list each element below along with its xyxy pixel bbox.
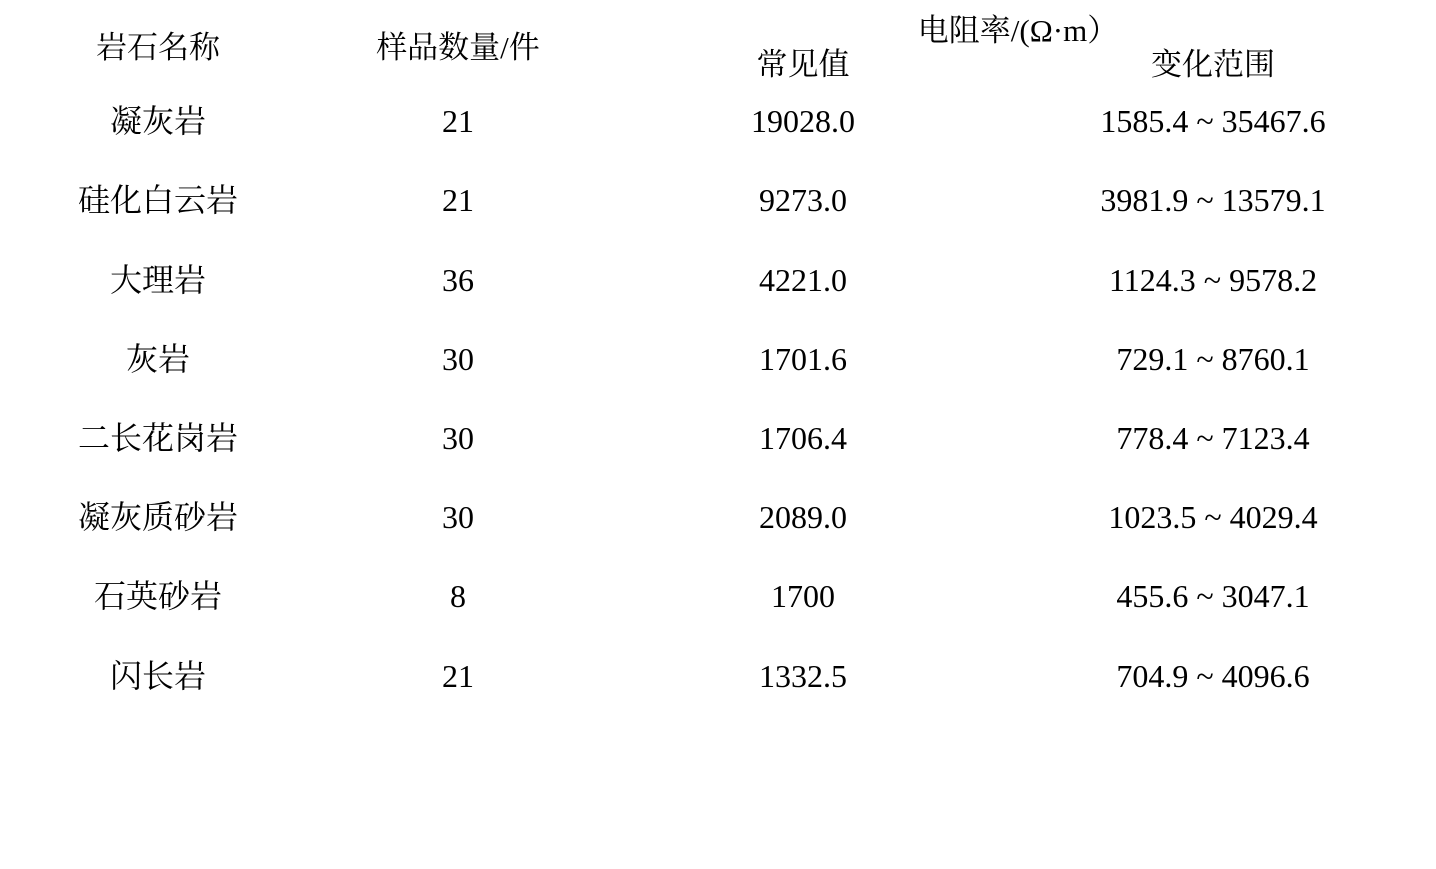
cell-sample-count: 21 — [442, 657, 474, 694]
table-header — [8, 14, 1428, 82]
cell-range: 455.6 ~ 3047.1 — [1116, 578, 1310, 615]
cell-range: 3981.9 ~ 13579.1 — [1100, 182, 1326, 219]
cell-range: 1023.5 ~ 4029.4 — [1108, 499, 1318, 536]
header-sample-count: 样品数量/件 — [376, 30, 540, 66]
cell-typical-value: 1706.4 — [759, 419, 847, 456]
cell-sample-count: 21 — [442, 182, 474, 219]
cell-typical-value: 1701.6 — [759, 340, 847, 377]
header-rock-name: 岩石名称 — [96, 30, 220, 66]
table-row — [8, 637, 1428, 716]
table-row — [8, 557, 1428, 636]
cell-rock-name: 二长花岗岩 — [77, 419, 238, 456]
cell-rock-name: 凝灰岩 — [109, 103, 206, 140]
table-row — [8, 82, 1428, 161]
cell-rock-name: 灰岩 — [125, 340, 190, 377]
cell-range: 704.9 ~ 4096.6 — [1116, 657, 1310, 694]
cell-rock-name: 大理岩 — [109, 261, 206, 298]
header-range: 变化范围 — [1151, 47, 1275, 83]
cell-sample-count: 36 — [442, 261, 474, 298]
header-resistivity-group: 电阻率/(Ω·m） — [917, 13, 1119, 48]
table-row — [8, 161, 1428, 240]
cell-sample-count: 30 — [442, 419, 474, 456]
cell-rock-name: 闪长岩 — [109, 657, 206, 694]
header-typical-value: 常见值 — [756, 47, 850, 83]
table-row — [8, 320, 1428, 399]
cell-typical-value: 1332.5 — [759, 657, 847, 694]
cell-sample-count: 30 — [442, 340, 474, 377]
table-body — [8, 82, 1428, 716]
cell-range: 778.4 ~ 7123.4 — [1116, 419, 1310, 456]
top-spacer — [8, 0, 1428, 14]
cell-rock-name: 石英砂岩 — [93, 578, 222, 615]
rock-resistivity-table — [8, 14, 1428, 716]
cell-typical-value: 1700 — [771, 578, 835, 615]
cell-typical-value: 4221.0 — [759, 261, 847, 298]
table-row — [8, 478, 1428, 557]
cell-sample-count: 30 — [442, 499, 474, 536]
cell-sample-count: 21 — [442, 103, 474, 140]
cell-typical-value: 2089.0 — [759, 499, 847, 536]
cell-range: 1585.4 ~ 35467.6 — [1100, 103, 1326, 140]
table-row — [8, 399, 1428, 478]
cell-rock-name: 凝灰质砂岩 — [77, 499, 238, 536]
cell-typical-value: 19028.0 — [751, 103, 855, 140]
cell-range: 729.1 ~ 8760.1 — [1116, 340, 1310, 377]
cell-range: 1124.3 ~ 9578.2 — [1108, 261, 1318, 298]
header-row-main — [8, 14, 1428, 48]
cell-rock-name: 硅化白云岩 — [77, 182, 238, 219]
cell-sample-count: 8 — [450, 578, 466, 615]
cell-typical-value: 9273.0 — [759, 182, 847, 219]
table-row — [8, 241, 1428, 320]
